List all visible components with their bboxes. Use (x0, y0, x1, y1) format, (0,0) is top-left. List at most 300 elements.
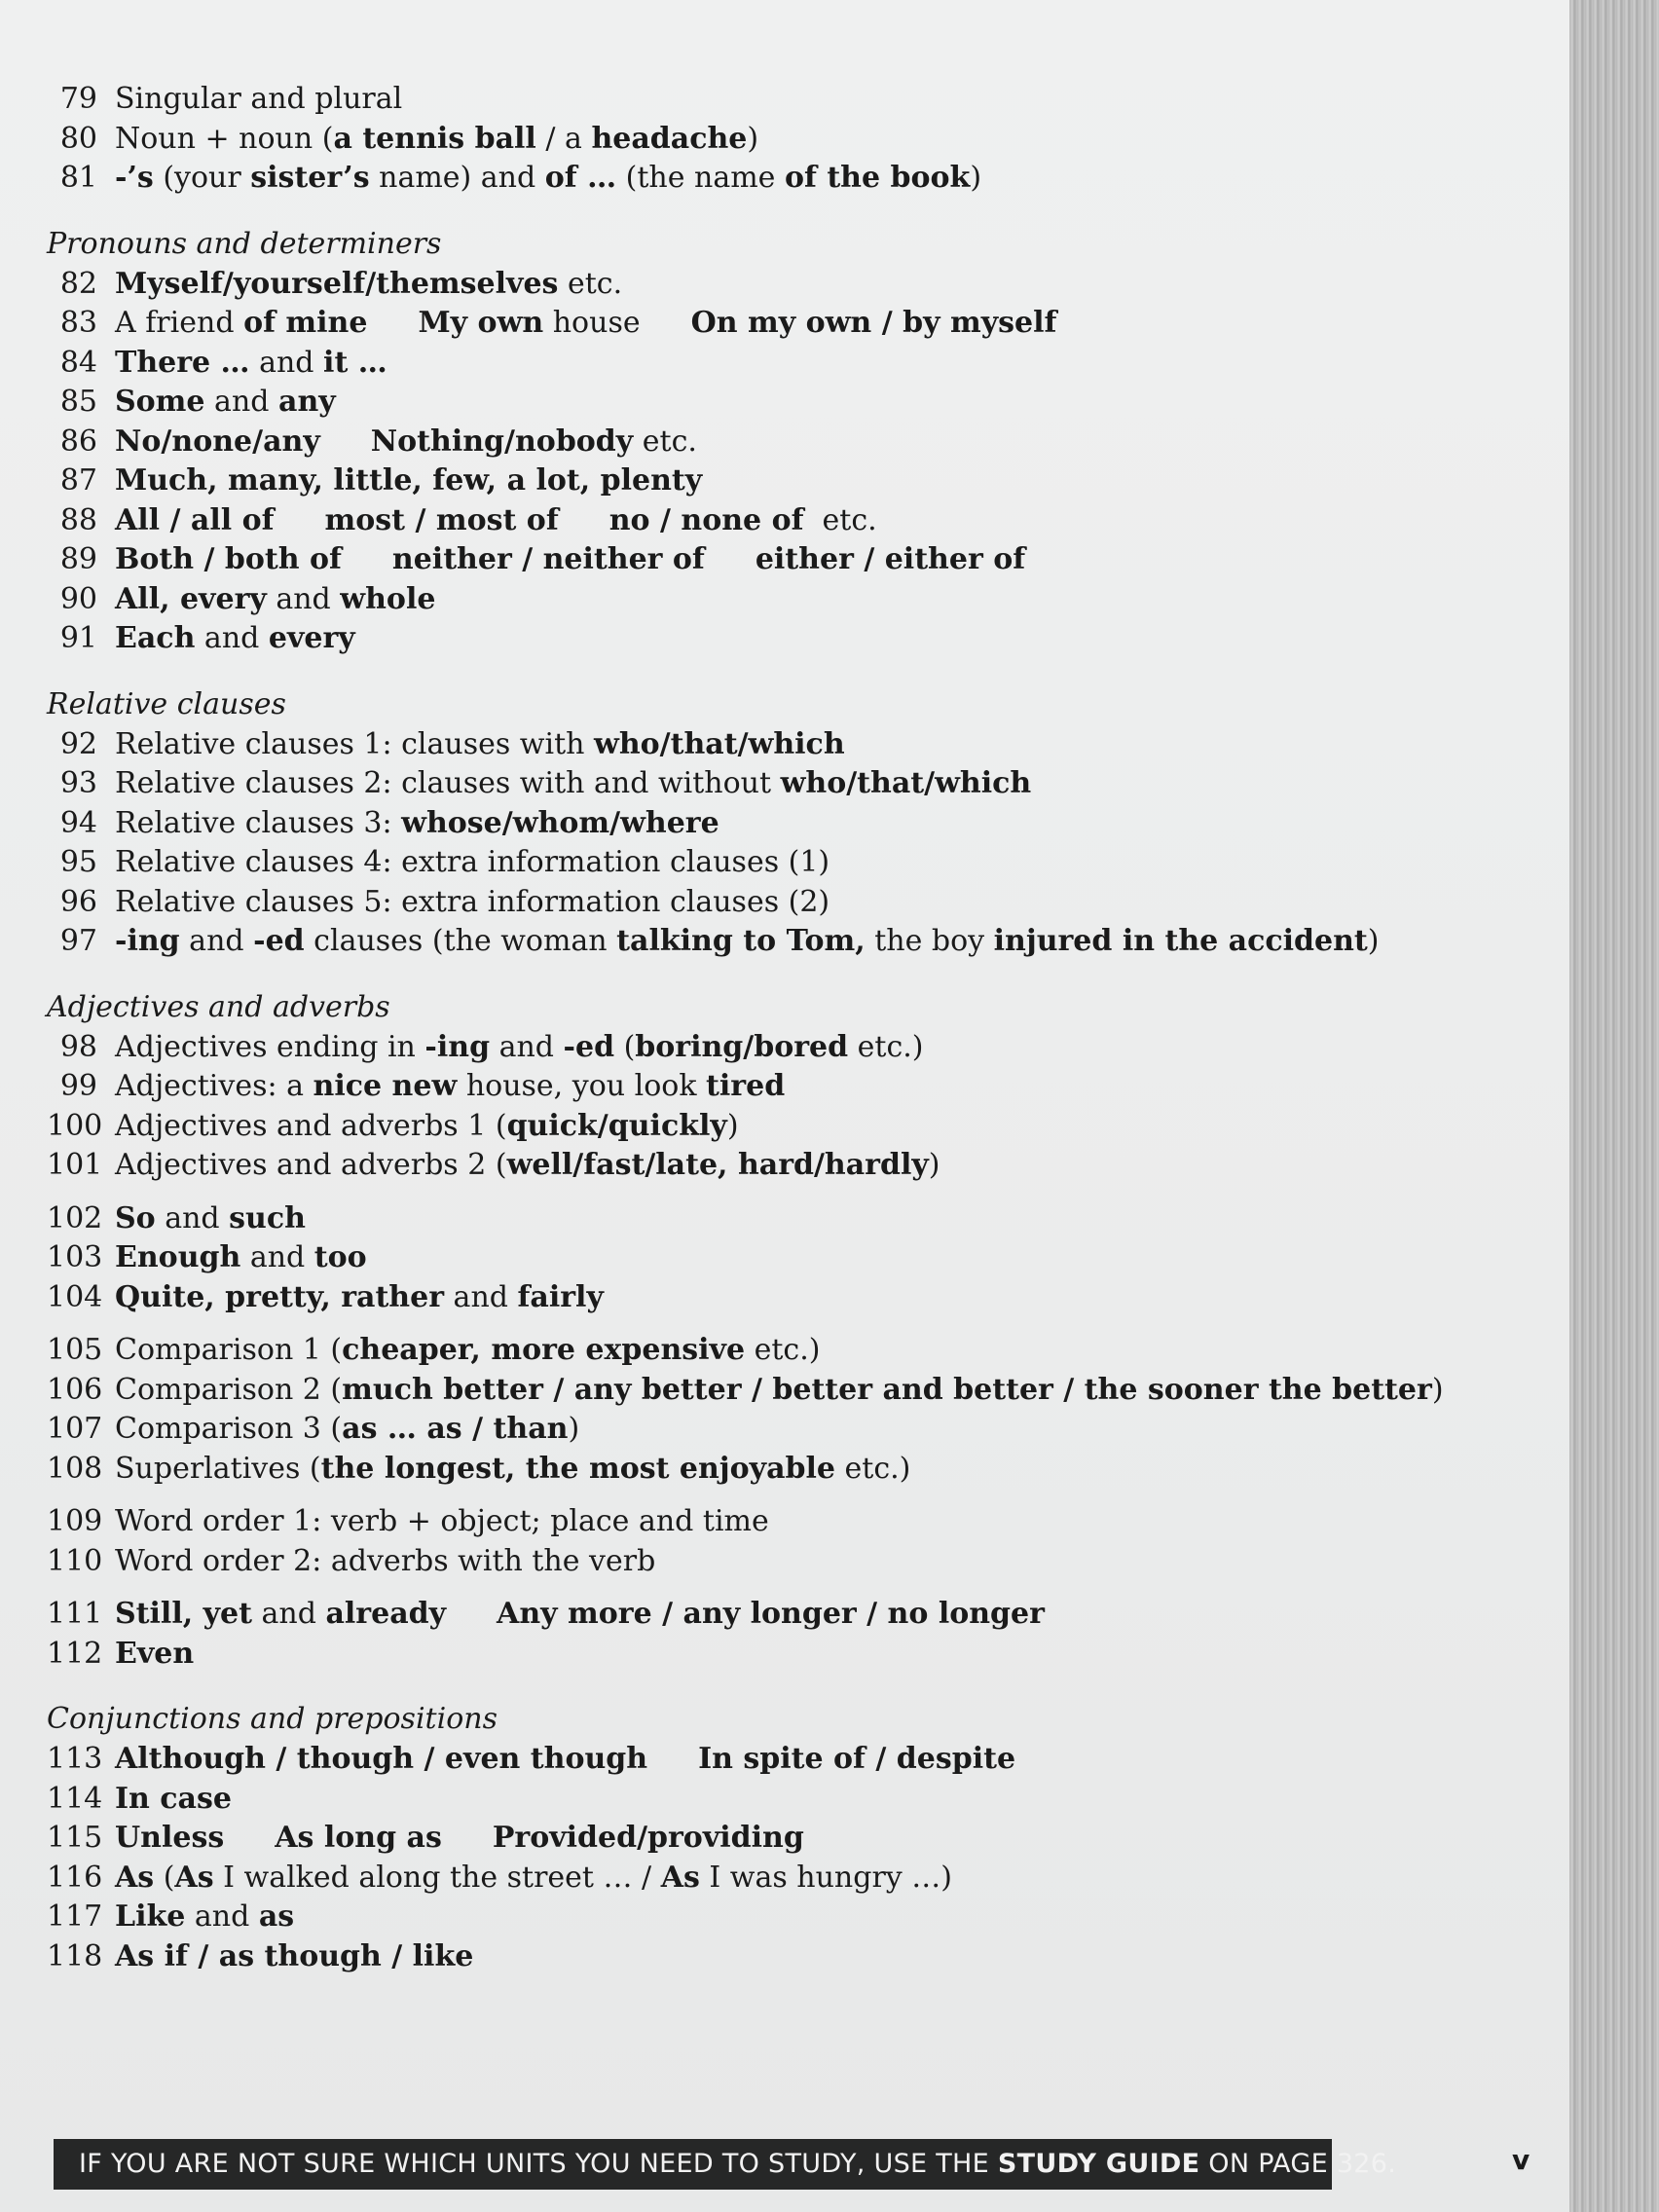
unit-title-part (691, 304, 1057, 344)
title-text: I was hungry …) (699, 1860, 952, 1895)
unit-title-part (115, 764, 1031, 804)
unit-title-part (115, 1028, 923, 1068)
unit-number: 114 (47, 1781, 103, 1816)
unit-number: 118 (47, 1938, 103, 1973)
unit-title-part (115, 804, 719, 844)
title-bold-text: whose/whom/where (401, 805, 719, 840)
title-bold-text: All, every (115, 581, 267, 616)
unit-title-part (325, 501, 559, 541)
unit-title-part (115, 1635, 194, 1675)
unit-number: 89 (59, 542, 97, 576)
unit-number: 88 (59, 502, 97, 537)
unit-title (115, 1371, 1444, 1411)
unit-row (47, 1937, 1410, 1977)
unit-title-part (698, 1740, 1015, 1780)
title-bold-text: fairly (517, 1279, 604, 1314)
title-bold-text: Still, yet (115, 1597, 252, 1631)
title-bold-text: As if / as though / like (115, 1938, 474, 1973)
section-heading: Pronouns and determiners (47, 226, 442, 261)
title-bold-text: As (115, 1860, 155, 1895)
unit-title (115, 883, 830, 923)
unit-title (115, 1067, 785, 1107)
unit-title (115, 843, 830, 883)
unit-title-part (418, 304, 640, 344)
unit-title-part (115, 1371, 1444, 1411)
unit-number: 108 (47, 1451, 103, 1486)
section-heading: Relative clauses (47, 686, 286, 721)
title-bold-text: Provided/providing (492, 1821, 804, 1855)
title-text: ) (1431, 1372, 1444, 1407)
title-text: Adjectives ending in (115, 1029, 425, 1064)
title-bold-text: of … (544, 161, 617, 195)
title-text: etc. (803, 502, 877, 537)
unit-number: 81 (59, 161, 97, 195)
unit-title-part (115, 1542, 655, 1582)
unit-title-part (115, 1740, 647, 1780)
group-spacer (47, 1489, 1410, 1502)
unit-number: 117 (47, 1899, 103, 1934)
unit-row (47, 120, 1410, 160)
title-text: and (195, 621, 269, 655)
title-text: and (490, 1029, 564, 1064)
unit-row (47, 1502, 1410, 1542)
unit-title-part (115, 1898, 294, 1937)
unit-number: 105 (47, 1333, 103, 1367)
contents-list (47, 80, 1444, 1976)
title-text: Singular and plural (115, 82, 403, 116)
title-bold-text: Even (115, 1636, 195, 1671)
unit-title (115, 1898, 294, 1937)
title-bold-text: such (229, 1200, 306, 1235)
title-text: and (204, 385, 278, 419)
unit-title-part (115, 619, 355, 659)
unit-title-part (493, 1819, 804, 1859)
unit-number: 111 (47, 1597, 103, 1631)
unit-title (115, 922, 1379, 962)
section (47, 226, 1410, 659)
title-text: Comparison 1 ( (115, 1333, 343, 1367)
unit-number: 82 (59, 266, 97, 301)
title-text: and (155, 1200, 230, 1235)
title-text: and (266, 581, 341, 616)
unit-row (47, 619, 1410, 659)
title-bold-text: As (174, 1860, 214, 1895)
unit-title-part (115, 1780, 232, 1820)
unit-row (47, 540, 1410, 580)
title-bold-text: whole (340, 581, 436, 616)
unit-row (47, 1542, 1410, 1582)
unit-title (115, 461, 702, 501)
unit-title-part (115, 423, 320, 462)
unit-number: 85 (59, 385, 97, 419)
title-bold-text: sister’s (250, 161, 370, 195)
unit-row (47, 423, 1410, 462)
title-bold-text: most / most of (324, 502, 559, 537)
unit-row (47, 1199, 1410, 1239)
title-bold-text: Any more / any longer / no longer (497, 1597, 1045, 1631)
title-bold-text: as (258, 1899, 295, 1934)
title-bold-text: who/that/which (780, 766, 1032, 800)
unit-title (115, 159, 981, 199)
unit-title (115, 764, 1031, 804)
unit-title-part (275, 1819, 442, 1859)
title-bold-text: -ed (563, 1029, 615, 1064)
unit-title (115, 804, 719, 844)
title-text: ) (928, 1148, 940, 1182)
unit-number: 80 (59, 121, 97, 156)
title-text: Noun + noun ( (115, 121, 334, 156)
title-bold-text: As long as (275, 1821, 442, 1855)
unit-title-part (115, 1819, 224, 1859)
unit-title-part (115, 540, 342, 580)
title-text: Relative clauses 5: extra information clauses (2) (115, 884, 830, 919)
unit-title (115, 1635, 194, 1675)
unit-row (47, 159, 1410, 199)
title-bold-text: In case (115, 1781, 232, 1816)
unit-title-part (115, 1278, 604, 1318)
title-bold-text: -’s (115, 161, 154, 195)
title-bold-text: headache (591, 121, 748, 156)
title-text: A friend (115, 306, 244, 340)
unit-title-part (115, 383, 336, 423)
title-bold-text: too (313, 1240, 367, 1274)
unit-number: 98 (59, 1029, 97, 1064)
title-bold-text: Although / though / even though (115, 1742, 648, 1776)
unit-row (47, 804, 1410, 844)
unit-row (47, 1146, 1410, 1186)
title-bold-text: every (268, 621, 355, 655)
section (47, 686, 1410, 962)
title-text: ( (614, 1029, 636, 1064)
unit-row (47, 922, 1410, 962)
title-bold-text: well/fast/late, hard/hardly (506, 1148, 929, 1182)
title-bold-text: Both / both of (115, 542, 342, 576)
unit-title-part (115, 120, 758, 160)
title-bold-text: cheaper, more expensive (342, 1333, 746, 1367)
unit-title (115, 1146, 940, 1186)
title-text: etc.) (848, 1029, 924, 1064)
unit-title-part (115, 1502, 769, 1542)
unit-number: 101 (47, 1148, 103, 1182)
unit-title-part (115, 265, 622, 305)
unit-title (115, 1595, 1045, 1635)
title-bold-text: -ing (115, 924, 180, 958)
section-heading: Adjectives and adverbs (47, 989, 390, 1024)
title-text: Word order 2: adverbs with the verb (115, 1543, 656, 1578)
title-bold-text: talking to Tom, (616, 924, 866, 958)
title-bold-text: Much, many, little, few, a lot, plenty (115, 463, 703, 498)
unit-title (115, 304, 1056, 344)
unit-title-part (115, 580, 435, 620)
section (47, 989, 1444, 1675)
unit-title (115, 1502, 769, 1542)
unit-title-part (115, 159, 981, 199)
title-bold-text: Unless (115, 1821, 225, 1855)
unit-title (115, 423, 697, 462)
unit-title (115, 1740, 1015, 1780)
unit-title-part (115, 1331, 820, 1371)
title-text: Superlatives ( (115, 1451, 321, 1486)
title-bold-text: neither / neither of (391, 542, 705, 576)
title-bold-text: a tennis ball (333, 121, 536, 156)
unit-title-part (115, 1450, 910, 1490)
title-text: Relative clauses 4: extra information clauses (1) (115, 845, 830, 879)
unit-number: 110 (47, 1543, 103, 1578)
unit-title-part (609, 501, 877, 541)
unit-row (47, 1898, 1410, 1937)
unit-row (47, 1107, 1410, 1147)
title-text: Comparison 2 ( (115, 1372, 343, 1407)
unit-number: 104 (47, 1279, 103, 1314)
unit-title (115, 1238, 367, 1278)
unit-title-part (497, 1595, 1045, 1635)
group-spacer (47, 1581, 1410, 1595)
title-bold-text: There … (115, 345, 250, 380)
title-text: Comparison 3 ( (115, 1412, 343, 1446)
unit-row (47, 1635, 1410, 1675)
title-text: and (240, 1240, 314, 1274)
unit-title-part (115, 1067, 785, 1107)
title-text: (the name (616, 161, 785, 195)
title-text: the boy (865, 924, 994, 958)
title-text: etc. (558, 266, 623, 301)
title-text: ) (568, 1412, 580, 1446)
banner-text-bold: STUDY GUIDE (997, 2149, 1200, 2179)
title-bold-text: injured in the accident (993, 924, 1368, 958)
unit-title-part (115, 1410, 579, 1450)
title-text: ) (970, 161, 982, 195)
title-bold-text: tired (706, 1069, 786, 1103)
unit-number: 113 (47, 1742, 103, 1776)
unit-number: 112 (47, 1636, 103, 1671)
unit-title (115, 1410, 579, 1450)
title-bold-text: In spite of / despite (698, 1742, 1016, 1776)
unit-number: 109 (47, 1504, 103, 1538)
unit-title (115, 344, 387, 384)
title-text: etc.) (745, 1333, 821, 1367)
unit-title (115, 383, 336, 423)
banner-text-after: ON PAGE 326. (1199, 2149, 1397, 2179)
unit-title (115, 120, 758, 160)
unit-number: 83 (59, 306, 97, 340)
unit-row (47, 1595, 1410, 1635)
unit-number: 102 (47, 1200, 103, 1235)
group-spacer (47, 1186, 1410, 1199)
unit-row (47, 1238, 1410, 1278)
title-bold-text: On my own / by myself (690, 306, 1057, 340)
title-bold-text: of the book (784, 161, 971, 195)
unit-row (47, 1450, 1410, 1490)
title-bold-text: -ing (424, 1029, 491, 1064)
unit-title-part (115, 1146, 940, 1186)
title-bold-text: No/none/any (115, 424, 320, 459)
unit-row (47, 344, 1410, 384)
unit-title-part (115, 344, 387, 384)
unit-number: 79 (59, 82, 97, 116)
unit-title-part (115, 843, 830, 883)
title-text: / a (535, 121, 592, 156)
title-bold-text: much better / any better / better and better / the sooner the better (342, 1372, 1432, 1407)
unit-row (47, 1067, 1410, 1107)
title-bold-text: Enough (115, 1240, 241, 1274)
unit-number: 84 (59, 345, 97, 380)
title-bold-text: My own (418, 306, 544, 340)
unit-row (47, 304, 1410, 344)
title-bold-text: already (325, 1597, 447, 1631)
title-bold-text: as … as / than (342, 1412, 569, 1446)
unit-number: 106 (47, 1372, 103, 1407)
unit-row (47, 1278, 1410, 1318)
title-text: and (444, 1279, 518, 1314)
unit-title (115, 1107, 739, 1147)
unit-title-part (115, 1859, 952, 1899)
unit-row (47, 461, 1410, 501)
title-text: etc.) (835, 1451, 911, 1486)
unit-row (47, 883, 1410, 923)
title-text: and (249, 345, 324, 380)
unit-title-part (115, 922, 1379, 962)
unit-row (47, 1859, 1410, 1899)
unit-title (115, 1278, 604, 1318)
unit-row (47, 383, 1410, 423)
title-bold-text: who/that/which (594, 726, 845, 761)
title-text: name) and (369, 161, 545, 195)
unit-title-part (392, 540, 705, 580)
title-bold-text: any (278, 385, 336, 419)
unit-number: 97 (59, 924, 97, 958)
unit-title (115, 580, 435, 620)
unit-title (115, 80, 402, 120)
unit-row (47, 580, 1410, 620)
unit-number: 91 (59, 621, 97, 655)
unit-title (115, 1819, 804, 1859)
section (47, 1701, 1410, 1976)
title-text: and (185, 1899, 259, 1934)
title-text: ) (726, 1108, 739, 1143)
unit-number: 100 (47, 1108, 103, 1143)
unit-title (115, 540, 1025, 580)
title-bold-text: As (660, 1860, 700, 1895)
title-text: ) (747, 121, 759, 156)
unit-title (115, 1859, 952, 1899)
unit-title-part (115, 1107, 739, 1147)
title-text: Relative clauses 2: clauses with and without (115, 766, 781, 800)
unit-title-part (115, 1238, 367, 1278)
title-bold-text: All / all of (115, 502, 275, 537)
study-guide-banner (54, 2139, 1397, 2190)
unit-number: 90 (59, 581, 97, 616)
unit-title (115, 725, 845, 765)
unit-title (115, 1780, 232, 1820)
unit-title-part (115, 501, 275, 541)
unit-number: 95 (59, 845, 97, 879)
title-text: ) (1367, 924, 1380, 958)
unit-title-part (115, 461, 702, 501)
unit-number: 96 (59, 884, 97, 919)
unit-number: 99 (59, 1069, 97, 1103)
title-bold-text: the longest, the most enjoyable (320, 1451, 835, 1486)
title-text: and (251, 1597, 326, 1631)
unit-title-part (115, 80, 402, 120)
unit-row (47, 265, 1410, 305)
title-text: Adjectives and adverbs 2 ( (115, 1148, 507, 1182)
title-bold-text: Nothing/nobody (370, 424, 634, 459)
unit-title-part (115, 1199, 306, 1239)
unit-title (115, 265, 622, 305)
title-text: I walked along the street … / (213, 1860, 661, 1895)
title-bold-text: boring/bored (635, 1029, 849, 1064)
unit-title (115, 1028, 923, 1068)
unit-title (115, 1937, 473, 1977)
unit-row (47, 1371, 1444, 1411)
title-bold-text: of mine (243, 306, 368, 340)
unit-title (115, 501, 877, 541)
title-text: Relative clauses 1: clauses with (115, 726, 594, 761)
unit-title-part (115, 725, 845, 765)
title-text: house, you look (457, 1069, 707, 1103)
title-text: ( (154, 1860, 175, 1895)
unit-row (47, 501, 1410, 541)
unit-number: 103 (47, 1240, 103, 1274)
banner-text-before: IF YOU ARE NOT SURE WHICH UNITS YOU NEED TO STUDY, USE THE (79, 2149, 998, 2179)
unit-title-part (115, 1937, 473, 1977)
title-bold-text: nice new (313, 1069, 458, 1103)
title-bold-text: So (115, 1200, 156, 1235)
title-bold-text: Quite, pretty, rather (115, 1279, 445, 1314)
unit-number: 86 (59, 424, 97, 459)
page-number: v (1512, 2144, 1530, 2176)
unit-number: 87 (59, 463, 97, 498)
unit-row (47, 843, 1410, 883)
title-bold-text: it … (323, 345, 387, 380)
unit-title-part (371, 423, 697, 462)
title-bold-text: Like (115, 1899, 186, 1934)
unit-row (47, 764, 1410, 804)
unit-row (47, 1028, 1410, 1068)
title-bold-text: either / either of (755, 542, 1026, 576)
title-text: (your (153, 161, 251, 195)
unit-row (47, 1740, 1410, 1780)
unit-title (115, 1199, 306, 1239)
group-spacer (47, 1317, 1410, 1331)
unit-row (47, 80, 1410, 120)
title-text: etc. (633, 424, 697, 459)
unit-title-part (115, 1595, 446, 1635)
unit-title (115, 619, 355, 659)
page-edge (1569, 0, 1659, 2212)
title-bold-text: Each (115, 621, 196, 655)
unit-title-part (756, 540, 1025, 580)
unit-number: 94 (59, 805, 97, 840)
title-text: Word order 1: verb + object; place and time (115, 1504, 769, 1538)
title-text: Adjectives: a (115, 1069, 313, 1103)
unit-title (115, 1450, 910, 1490)
unit-row (47, 1331, 1410, 1371)
unit-title-part (115, 304, 367, 344)
title-text: Relative clauses 3: (115, 805, 402, 840)
unit-title (115, 1331, 820, 1371)
title-bold-text: no / none of (608, 502, 804, 537)
unit-row (47, 1819, 1410, 1859)
title-text: clauses (the woman (304, 924, 617, 958)
section-heading: Conjunctions and prepositions (47, 1702, 498, 1736)
unit-number: 92 (59, 726, 97, 761)
title-text: house (543, 306, 641, 340)
unit-title (115, 1542, 655, 1582)
unit-number: 107 (47, 1412, 103, 1446)
title-bold-text: Some (115, 385, 205, 419)
title-text: and (179, 924, 254, 958)
